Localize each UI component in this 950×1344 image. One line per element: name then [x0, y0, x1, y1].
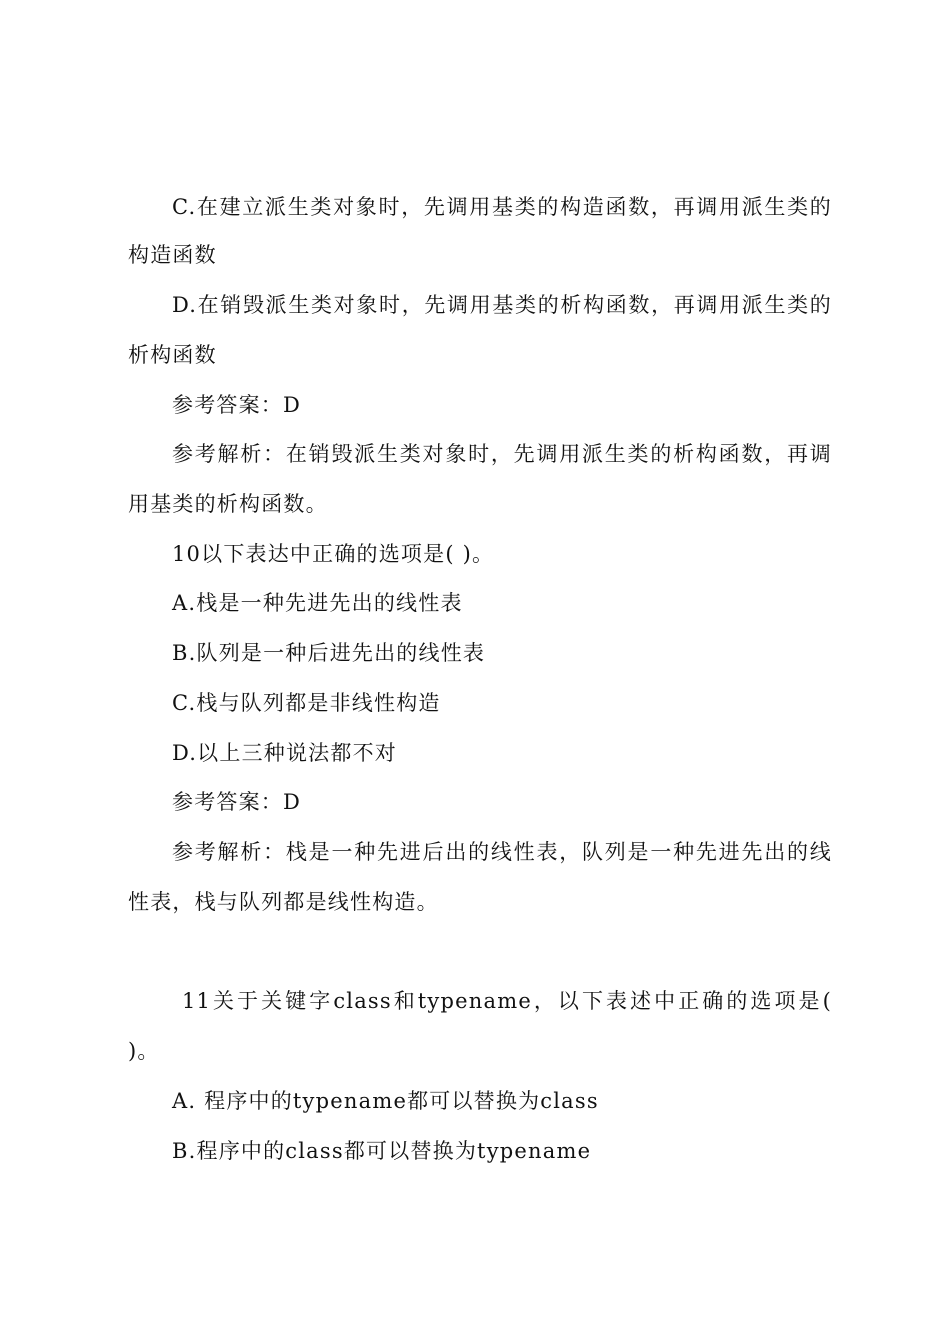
q9-option-d-line2: 析构函数 — [128, 343, 217, 367]
q10-answer: 参考答案：D — [172, 790, 302, 814]
q9-option-d-line1: D.在销毁派生类对象时，先调用基类的析构函数，再调用派生类的 — [172, 293, 832, 317]
q10-analysis-line1: 参考解析：栈是一种先进后出的线性表，队列是一种先进先出的线 — [172, 840, 832, 864]
q10-option-c: C.栈与队列都是非线性构造 — [172, 691, 441, 715]
q10-analysis-line2: 性表，栈与队列都是线性构造。 — [128, 890, 439, 914]
q9-analysis-line2: 用基类的析构函数。 — [128, 492, 328, 516]
q11-option-a: A. 程序中的typename都可以替换为class — [172, 1089, 599, 1113]
q9-option-c-line2: 构造函数 — [128, 243, 217, 267]
q9-option-c-line1: C.在建立派生类对象时，先调用基类的构造函数，再调用派生类的 — [172, 195, 832, 219]
q9-answer: 参考答案：D — [172, 393, 302, 417]
q10-option-a: A.栈是一种先进先出的线性表 — [172, 591, 463, 615]
q11-option-b: B.程序中的class都可以替换为typename — [172, 1139, 592, 1163]
q10-option-b: B.队列是一种后进先出的线性表 — [172, 641, 486, 665]
q10-question: 10以下表达中正确的选项是( )。 — [172, 542, 495, 566]
q11-question-line1: 11关于关键字class和typename，以下表述中正确的选项是( — [182, 989, 832, 1013]
q9-analysis-line1: 参考解析：在销毁派生类对象时，先调用派生类的析构函数，再调 — [172, 442, 832, 466]
q10-option-d: D.以上三种说法都不对 — [172, 741, 397, 765]
q11-question-line2: )。 — [128, 1039, 160, 1063]
